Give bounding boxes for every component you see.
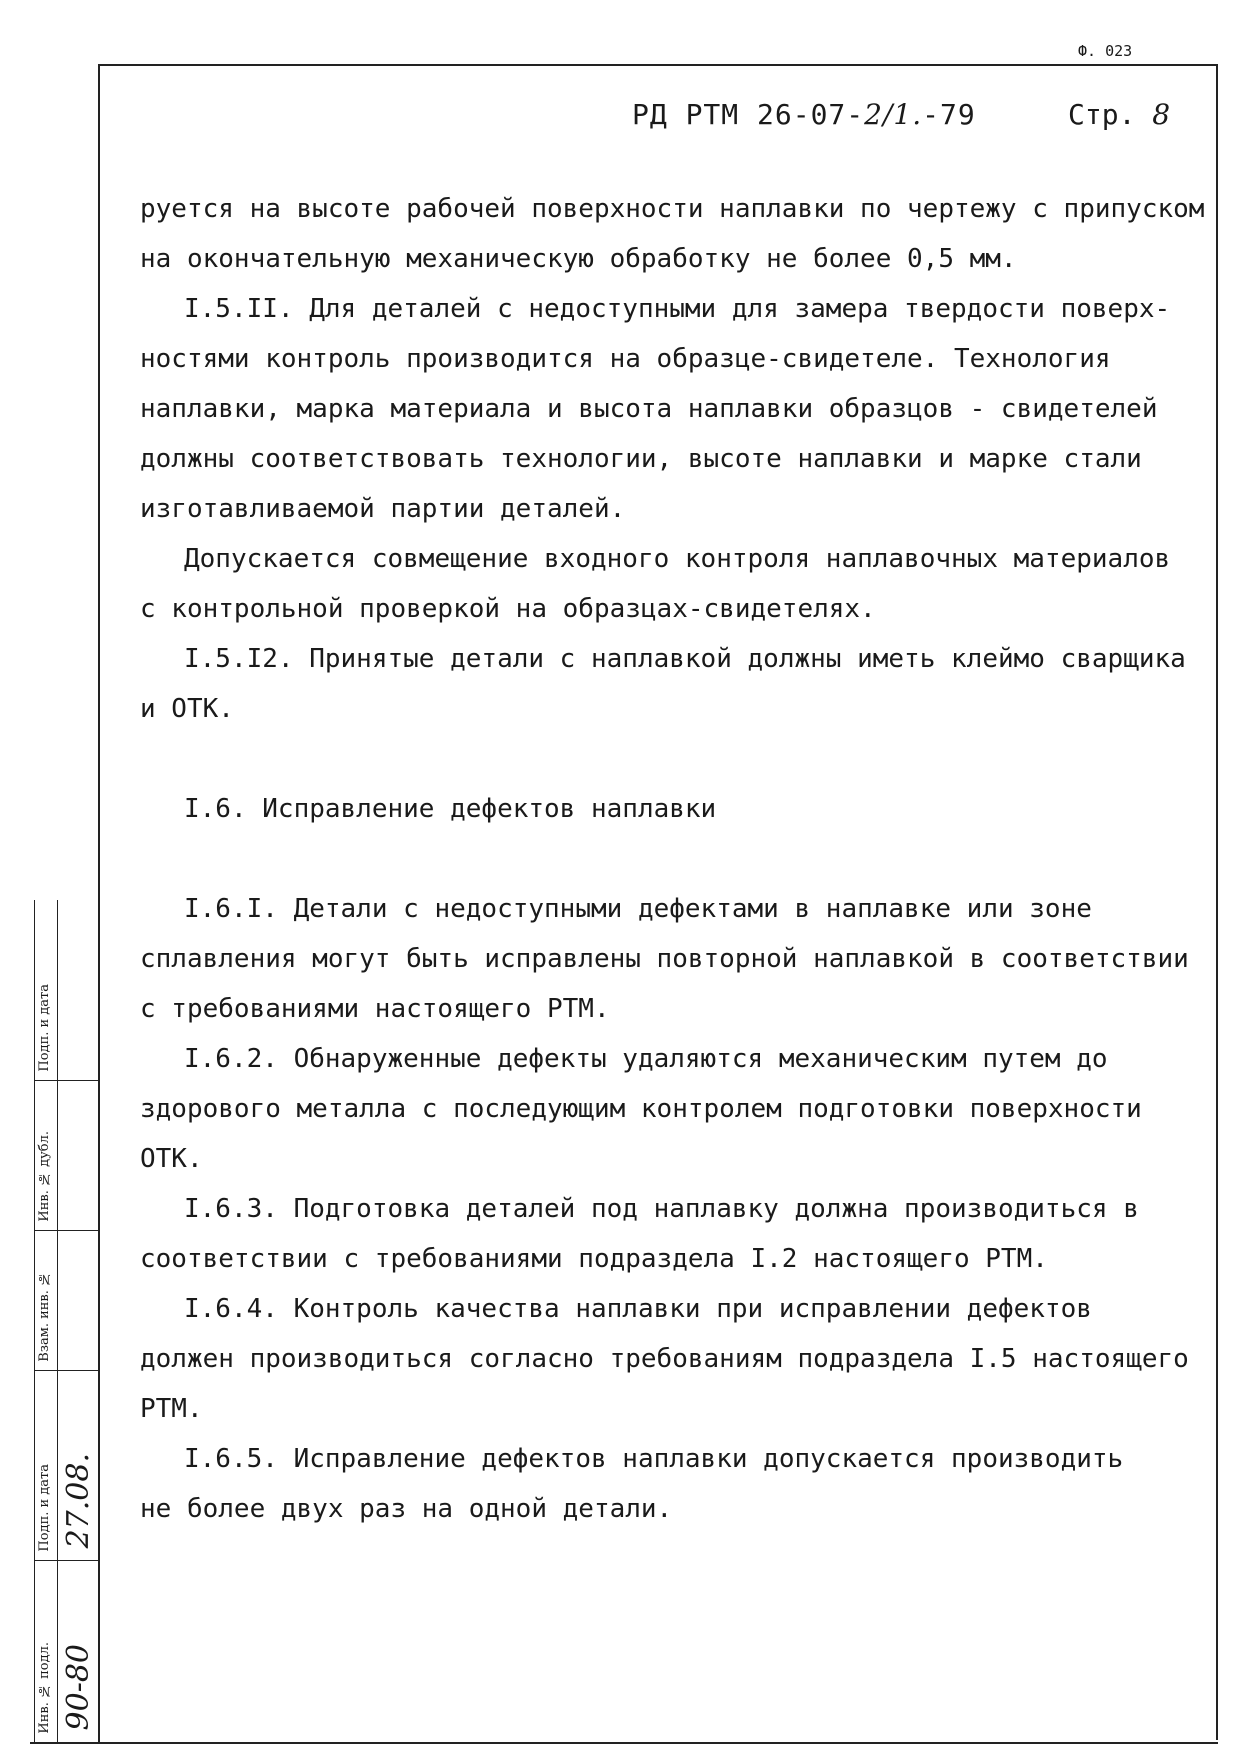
paragraph-line: ностями контроль производится на образце-свидетеле. Технология	[140, 344, 1111, 374]
page-number: 8	[1152, 98, 1171, 131]
stamp-cell-inv-podl	[35, 1560, 99, 1743]
stamp-cell-inv-dubl	[35, 1080, 99, 1231]
stamp-divider	[57, 1370, 58, 1560]
clause-1-5-11: I.5.II. Для деталей с недоступными для замера твердости поверх-	[184, 294, 1171, 324]
paragraph-line: руется на высоте рабочей поверхности наплавки по чертежу с припуском	[140, 194, 1205, 224]
doc-code-number: 2/1.	[864, 98, 923, 131]
paragraph-line: на окончательную механическую обработку не более 0,5 мм.	[140, 244, 1017, 274]
stamp-divider	[57, 900, 58, 1080]
stamp-label: Инв. № дубл.	[37, 1131, 52, 1222]
spacer	[140, 834, 1200, 884]
form-code: Ф. 023	[1078, 42, 1133, 60]
stamp-label: Взам. инв. №	[37, 1271, 52, 1362]
paragraph-line: не более двух раз на одной детали.	[140, 1494, 673, 1524]
handwritten-inventory-number: 90-80	[61, 1643, 96, 1730]
paragraph-line: Допускается совмещение входного контроля наплавочных материалов	[184, 544, 1171, 574]
paragraph-line: соответствии с требованиями подраздела I.2 настоящего РТМ.	[140, 1244, 1048, 1274]
stamp-label: Подп. и дата	[37, 1464, 52, 1552]
stamp-divider	[57, 1560, 58, 1742]
clause-1-6-4: I.6.4. Контроль качества наплавки при исправлении дефектов	[184, 1294, 1092, 1324]
stamp-cell-sign-date	[35, 900, 99, 1081]
section-heading-1-6: I.6. Исправление дефектов наплавки	[184, 794, 717, 824]
handwritten-date: 27.08.	[61, 1452, 96, 1548]
paragraph-line: ОТК.	[140, 1144, 203, 1174]
document-code	[632, 98, 976, 131]
stamp-cell-vzam-inv	[35, 1230, 99, 1371]
stamp-label: Инв. № подл.	[37, 1642, 52, 1734]
spacer	[140, 734, 1200, 784]
paragraph-line: с требованиями настоящего РТМ.	[140, 994, 610, 1024]
doc-code-suffix: -79	[922, 98, 976, 131]
frame-top-border	[98, 64, 1218, 66]
clause-1-6-1: I.6.I. Детали с недоступными дефектами в наплавке или зоне	[184, 894, 1092, 924]
stamp-divider	[57, 1230, 58, 1370]
stamp-divider	[57, 1080, 58, 1230]
paragraph-line: сплавления могут быть исправлены повторной наплавкой в соответствии	[140, 944, 1189, 974]
doc-code-prefix: РД РТМ 26-07-	[632, 98, 865, 131]
paragraph-line: должен производиться согласно требованиям подраздела I.5 настоящего	[140, 1344, 1189, 1374]
clause-1-5-12: I.5.I2. Принятые детали с наплавкой должны иметь клеймо сварщика	[184, 644, 1186, 674]
stamp-label: Подп. и дата	[37, 984, 52, 1072]
body-text	[140, 184, 1205, 1534]
clause-1-6-3: I.6.3. Подготовка деталей под наплавку должна производиться в	[184, 1194, 1139, 1224]
clause-1-6-5: I.6.5. Исправление дефектов наплавки допускается производить	[184, 1444, 1124, 1474]
frame-bottom-border	[30, 1742, 1218, 1744]
margin-stamp-strip	[34, 900, 99, 1742]
paragraph-line: должны соответствовать технологии, высоте наплавки и марке стали	[140, 444, 1142, 474]
paragraph-line: с контрольной проверкой на образцах-свидетелях.	[140, 594, 876, 624]
page-number-label	[1068, 98, 1170, 131]
paragraph-line: наплавки, марка материала и высота наплавки образцов - свидетелей	[140, 394, 1158, 424]
page-label-text: Стр.	[1068, 98, 1136, 131]
paragraph-line: РТМ.	[140, 1394, 203, 1424]
stamp-cell-sign-date-2	[35, 1370, 99, 1561]
frame-right-border	[1216, 64, 1218, 1740]
clause-1-6-2: I.6.2. Обнаруженные дефекты удаляются механическим путем до	[184, 1044, 1108, 1074]
paragraph-line: изготавливаемой партии деталей.	[140, 494, 626, 524]
paragraph-line: и ОТК.	[140, 694, 234, 724]
paragraph-line: здорового металла с последующим контролем подготовки поверхности	[140, 1094, 1142, 1124]
